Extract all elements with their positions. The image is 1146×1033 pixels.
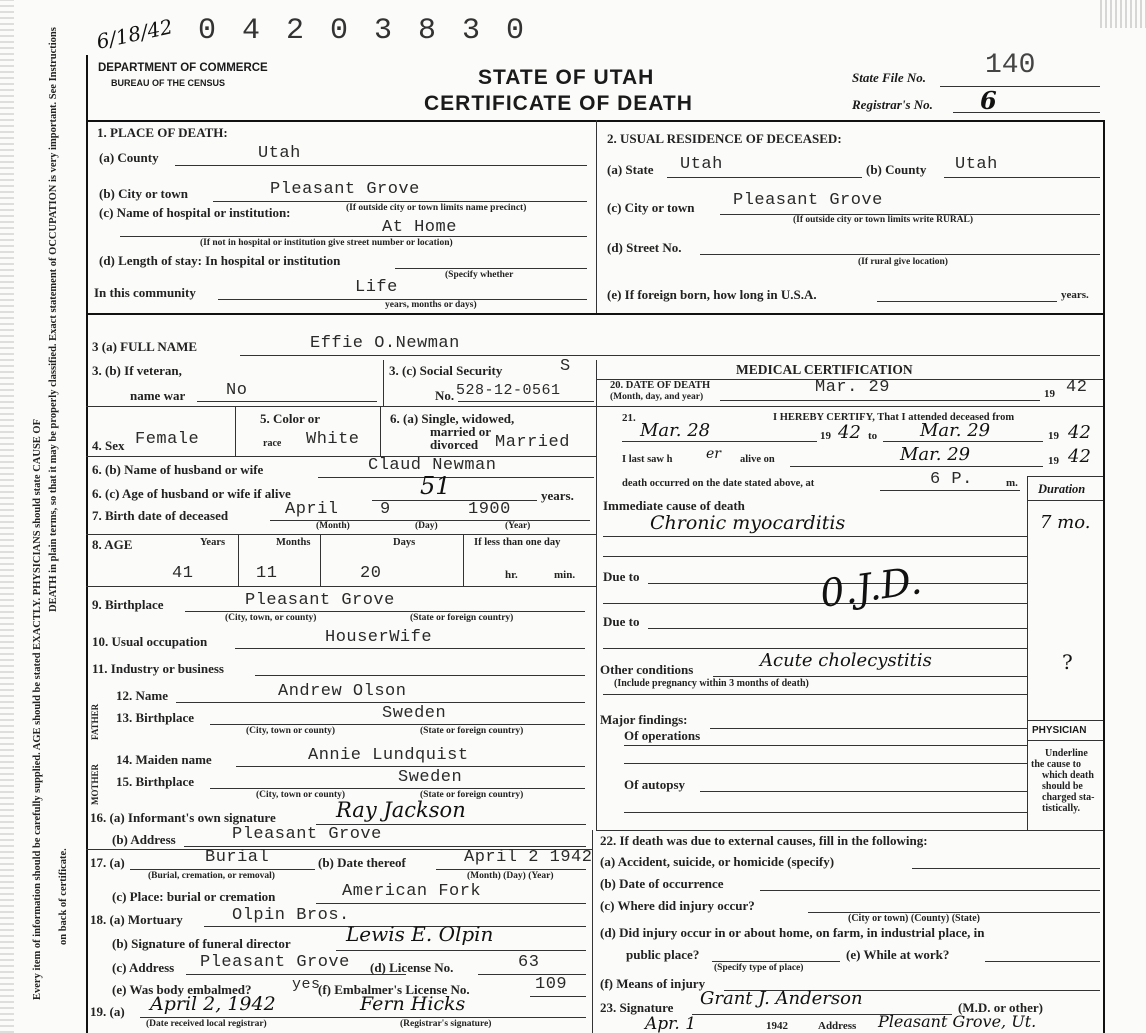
scan-noise [1100, 0, 1146, 28]
veteran-label: 3. (b) If veteran, [92, 363, 182, 378]
border [1103, 120, 1105, 1033]
ss-no-label: No. [435, 388, 455, 403]
community-label: In this community [94, 285, 196, 300]
rule [530, 996, 586, 997]
scan-noise [0, 0, 14, 1033]
certify-text: I HEREBY CERTIFY, That I attended deceased from [773, 412, 1015, 423]
age-label: 8. AGE [92, 537, 133, 552]
spouse-age-value: 51 [420, 472, 451, 500]
sex-value: Female [135, 430, 200, 449]
res-years: years. [1061, 289, 1089, 301]
marital-label3: divorced [430, 437, 479, 452]
rule [877, 301, 1057, 302]
physician-box-label: PHYSICIAN [1032, 725, 1087, 736]
rule [880, 490, 1020, 491]
rule [436, 869, 586, 870]
mother-sub1: (City, town or county) [256, 790, 346, 800]
rule [213, 201, 587, 202]
title-state: STATE OF UTAH [478, 66, 655, 89]
last-saw-label: I last saw h [622, 454, 673, 465]
director-label: (b) Signature of funeral director [112, 936, 291, 951]
physician-address: Pleasant Grove, Ut. [878, 1012, 1037, 1031]
birth-day: 9 [380, 500, 391, 519]
hr-label: hr. [505, 569, 518, 581]
other-sub: (Include pregnancy within 3 months of death) [614, 678, 809, 689]
year-prefix: 19 [1048, 455, 1059, 467]
rule [1027, 740, 1103, 741]
hospital-label: (c) Name of hospital or institution: [99, 205, 291, 220]
rule [130, 869, 315, 870]
rule [184, 846, 586, 847]
registrar-label: Registrar's No. [852, 97, 933, 112]
rule [667, 177, 862, 178]
rule [86, 406, 596, 407]
residence-heading: 2. USUAL RESIDENCE OF DECEASED: [607, 131, 842, 146]
ss-mark: S [560, 357, 571, 376]
spouse-value: Claud Newman [368, 456, 497, 475]
father-sub1: (City, town or county) [246, 726, 336, 736]
title-certificate: CERTIFICATE OF DEATH [424, 92, 693, 115]
burial-label: 17. (a) [90, 855, 125, 870]
age-days: 20 [360, 564, 382, 583]
rule [478, 974, 586, 975]
rule [236, 766, 585, 767]
rule [720, 400, 1040, 401]
full-name-value: Effie O.Newman [310, 334, 460, 353]
birth-label: 7. Birth date of deceased [92, 508, 229, 523]
divider [596, 360, 597, 830]
rule [86, 456, 596, 457]
dod-sub: (Month, day, and year) [610, 392, 704, 402]
res-city-note: (If outside city or town limits write RURAL) [793, 215, 974, 225]
side-instructions: Every item of information should be carefully supplied. AGE should be stated EXACTLY. PHYSICIANS should state CAUSE OF [32, 419, 43, 1000]
burial-date-label: (b) Date thereof [318, 855, 406, 870]
rule [596, 406, 1103, 407]
medical-heading: MEDICAL CERTIFICATION [736, 362, 913, 377]
father-label: FATHER [90, 703, 100, 740]
res-county-label: (b) County [866, 162, 927, 177]
city-label: (b) City or town [99, 186, 188, 201]
rule [944, 177, 1100, 178]
rule [790, 466, 1043, 467]
rule [458, 401, 594, 402]
side-instructions: DEATH in plain terms, so that it may be properly classified. Exact statement of OCCUPATION is very important. See Instructions [48, 27, 59, 612]
autopsy-label: Of autopsy [624, 777, 686, 792]
mother-label: MOTHER [90, 763, 100, 805]
rule [185, 611, 585, 612]
physician-note: should be [1042, 781, 1083, 792]
burial-place-label: (c) Place: burial or cremation [112, 889, 276, 904]
specify-note: (Specify whether [445, 270, 514, 280]
informant-address: Pleasant Grove [232, 825, 382, 844]
other-conditions: Acute cholecystitis [760, 650, 932, 671]
rule [176, 702, 585, 703]
marital-value: Married [495, 433, 570, 452]
rule [140, 1017, 586, 1018]
hospital-sub: (If not in hospital or institution give street number or location) [200, 238, 453, 248]
res-street-label: (d) Street No. [607, 240, 682, 255]
embalmed-label: (e) Was body embalmed? [112, 982, 252, 997]
rule [603, 536, 1027, 537]
physician-note: Underline [1045, 748, 1088, 759]
rule [985, 961, 1100, 962]
duration-label: Duration [1038, 482, 1086, 496]
rule [86, 586, 596, 587]
certify-from: Mar. 28 [640, 420, 711, 441]
physician-sig-label: 23. Signature [600, 1000, 674, 1015]
month-label: (Month) [316, 521, 350, 531]
burial-date-sub: (Month) (Day) (Year) [467, 871, 554, 881]
rule [596, 830, 1103, 831]
sex-label: 4. Sex [92, 438, 125, 453]
day-label: (Day) [415, 521, 438, 531]
res-foreign-label: (e) If foreign born, how long in U.S.A. [607, 287, 817, 302]
certify-to: Mar. 29 [920, 420, 991, 441]
rule [603, 694, 1027, 695]
divider [320, 534, 321, 586]
rule [395, 268, 587, 269]
informant-label: 16. (a) Informant's own signature [90, 810, 276, 825]
divider [238, 534, 239, 586]
mother-name-label: 14. Maiden name [116, 752, 212, 767]
hospital-note: (If outside city or town limits name precinct) [346, 203, 527, 213]
registrar-no: 6 [980, 86, 997, 115]
father-sub2: (State or foreign country) [420, 726, 524, 736]
occurred-time: 6 P. [930, 470, 973, 489]
rule [712, 961, 840, 962]
filed-label: 19. (a) [90, 1004, 125, 1019]
name-war-value: No [226, 381, 248, 400]
burial-place: American Fork [342, 882, 482, 901]
spouse-label: 6. (b) Name of husband or wife [92, 462, 264, 477]
physician-note: tistically. [1042, 803, 1081, 814]
res-county-value: Utah [955, 155, 998, 174]
year-prefix: 19 [1048, 430, 1059, 442]
race-value: White [306, 430, 360, 449]
certify-to-year: 42 [1068, 422, 1091, 443]
last-saw-her: er [706, 446, 721, 462]
city-county-sub: (City, town, or county) [225, 613, 317, 623]
rule [316, 903, 586, 904]
dod-year-prefix: 19 [1044, 388, 1055, 400]
external-d-sub: (Specify type of place) [714, 963, 804, 973]
external-e: (e) While at work? [846, 947, 950, 962]
side-instructions: on back of certificate. [58, 848, 69, 945]
state-file-label: State File No. [852, 70, 927, 85]
embalmed-value: yes [292, 976, 321, 993]
res-city-label: (c) City or town [607, 200, 695, 215]
dod-label: 20. DATE OF DEATH [610, 380, 711, 391]
rule [713, 676, 1027, 677]
rule [648, 628, 1027, 629]
border [86, 55, 88, 1033]
occupation-value: HouserWife [325, 628, 433, 647]
age-months: 11 [256, 564, 278, 583]
min-label: min. [554, 569, 576, 581]
rule [883, 441, 1043, 442]
physician-signature: Grant J. Anderson [700, 988, 863, 1009]
burial-method: Burial [205, 848, 270, 867]
physician-address-label: Address [818, 1020, 857, 1032]
filed-date: April 2, 1942 [150, 993, 276, 1015]
department: DEPARTMENT OF COMMERCE [98, 62, 268, 74]
res-state-label: (a) State [607, 162, 654, 177]
dod-value: Mar. 29 [815, 378, 890, 397]
res-city-value: Pleasant Grove [733, 191, 883, 210]
mortuary-label: 18. (a) Mortuary [90, 912, 183, 927]
race-label: race [263, 438, 282, 449]
divider [596, 120, 597, 313]
father-name: Andrew Olson [278, 682, 407, 701]
burial-method-sub: (Burial, cremation, or removal) [148, 871, 275, 881]
external-f: (f) Means of injury [600, 976, 706, 991]
other-duration: ? [1062, 650, 1073, 674]
community-sub: years, months or days) [385, 300, 477, 310]
mother-name: Annie Lundquist [308, 746, 469, 765]
external-a: (a) Accident, suicide, or homicide (specify) [600, 854, 835, 869]
certify-num: 21. [622, 412, 636, 424]
full-name-label: 3 (a) FULL NAME [92, 339, 198, 354]
physician-year: 1942 [766, 1020, 788, 1032]
county-value: Utah [258, 144, 301, 163]
external-c-sub: (City or town) (County) (State) [848, 913, 981, 924]
rule [940, 86, 1100, 87]
license-label: (d) License No. [370, 960, 454, 975]
father-birth-label: 13. Birthplace [116, 710, 194, 725]
external-d2: public place? [626, 947, 700, 962]
director-signature: Lewis E. Olpin [346, 922, 494, 946]
informant-address-label: (b) Address [112, 832, 176, 847]
divider [235, 406, 236, 456]
rule [210, 788, 585, 789]
rule [624, 812, 1027, 813]
last-saw-year: 42 [1068, 446, 1091, 467]
mortuary-address: Pleasant Grove [200, 953, 350, 972]
rule [210, 724, 585, 725]
rule [197, 401, 377, 402]
divider [380, 406, 381, 456]
rule [1027, 500, 1103, 501]
rule [175, 165, 587, 166]
res-street-note: (If rural give location) [858, 257, 948, 267]
state-country-sub: (State or foreign country) [410, 613, 514, 623]
age-years-label: Years [200, 537, 226, 548]
border [86, 120, 1104, 122]
divider [86, 313, 1104, 315]
father-name-label: 12. Name [116, 688, 168, 703]
birthplace-value: Pleasant Grove [245, 591, 395, 610]
stay-label: (d) Length of stay: In hospital or institution [99, 253, 341, 268]
birth-month: April [285, 500, 339, 519]
name-war-label: name war [130, 388, 186, 403]
rule [235, 648, 585, 649]
rule [255, 675, 585, 676]
m-label: m. [1006, 477, 1018, 489]
due-to-mark: 0.J.D. [817, 558, 925, 616]
emb-license-label: (f) Embalmer's License No. [318, 982, 470, 997]
rule [624, 763, 1027, 764]
color-label: 5. Color or [260, 411, 321, 426]
age-years: 41 [172, 564, 194, 583]
rule [336, 950, 586, 951]
age-days-label: Days [393, 537, 416, 548]
informant-signature: Ray Jackson [336, 798, 466, 822]
age-months-label: Months [276, 537, 311, 548]
rule [760, 890, 1100, 891]
date-stamp: 6/18/42 [94, 14, 175, 54]
county-label: (a) County [99, 150, 159, 165]
rule [603, 603, 1027, 604]
rule [912, 868, 1100, 869]
rule [953, 112, 1100, 113]
rule [603, 648, 1027, 649]
industry-label: 11. Industry or business [92, 661, 224, 676]
alive-on: alive on [740, 454, 775, 465]
rule [372, 500, 537, 501]
major-label: Major findings: [600, 712, 688, 727]
physician-note: the cause to [1031, 759, 1081, 770]
years-label: years. [541, 488, 574, 503]
registrar-sub: (Registrar's signature) [400, 1019, 492, 1029]
rule [603, 556, 1027, 557]
md-label: (M.D. or other) [958, 1000, 1043, 1015]
ss-no-value: 528-12-0561 [456, 382, 561, 399]
rule [700, 254, 1100, 255]
year-prefix: 19 [820, 430, 831, 442]
ss-label: 3. (c) Social Security [389, 363, 503, 378]
rule [120, 236, 587, 237]
certify-to-label: to [868, 430, 878, 442]
rule [318, 477, 594, 478]
emb-license-value: 109 [535, 975, 568, 994]
birth-year: 1900 [468, 500, 511, 519]
community-value: Life [355, 278, 398, 297]
last-saw-value: Mar. 29 [900, 444, 971, 465]
birthplace-label: 9. Birthplace [92, 597, 164, 612]
operations-label: Of operations [624, 728, 701, 743]
immediate-cause: Chronic myocarditis [650, 512, 846, 534]
due-to-1: Due to [603, 569, 640, 584]
rule [1027, 476, 1103, 477]
due-to-2: Due to [603, 614, 640, 629]
marital-label: 6. (a) Single, widowed, [390, 411, 515, 426]
rule [86, 534, 596, 535]
mother-birth-label: 15. Birthplace [116, 774, 194, 789]
year-label: (Year) [505, 521, 531, 531]
divider [463, 534, 464, 586]
divider [383, 360, 384, 407]
physician-note: charged sta- [1042, 792, 1095, 803]
external-heading: 22. If death was due to external causes, fill in the following: [600, 833, 928, 848]
rule [622, 441, 817, 442]
mortuary-value: Olpin Bros. [232, 906, 350, 925]
rule [240, 355, 1100, 356]
mother-birthplace: Sweden [398, 768, 463, 787]
filed-sub: (Date received local registrar) [146, 1019, 267, 1029]
occurred-label: death occurred on the date stated above, at [622, 478, 815, 489]
place-of-death-heading: 1. PLACE OF DEATH: [97, 125, 228, 140]
divider [1027, 476, 1028, 830]
city-value: Pleasant Grove [270, 180, 420, 199]
external-d: (d) Did injury occur in or about home, on farm, in industrial place, in [600, 925, 985, 940]
other-label: Other conditions [600, 662, 694, 677]
age-less-label: If less than one day [474, 537, 561, 548]
serial-number: 0 4 2 0 3 8 3 0 [198, 14, 529, 48]
rule [1027, 720, 1103, 721]
external-b: (b) Date of occurrence [600, 876, 724, 891]
certify-from-year: 42 [838, 422, 861, 443]
marital-label2: married or [430, 424, 492, 439]
hospital-value: At Home [382, 218, 457, 237]
spouse-age-label: 6. (c) Age of husband or wife if alive [92, 486, 291, 501]
immediate-duration: 7 mo. [1040, 512, 1091, 533]
mortuary-address-label: (c) Address [112, 960, 175, 975]
registrar-signature: Fern Hicks [360, 993, 466, 1015]
external-c: (c) Where did injury occur? [600, 898, 755, 913]
rule [700, 791, 1027, 792]
father-birthplace: Sweden [382, 704, 447, 723]
license-value: 63 [518, 953, 540, 972]
physician-note: which death [1042, 770, 1094, 781]
immediate-label: Immediate cause of death [603, 498, 745, 513]
burial-date: April 2 1942 [464, 848, 593, 867]
rule [624, 745, 1027, 746]
occupation-label: 10. Usual occupation [92, 634, 208, 649]
bureau: BUREAU OF THE CENSUS [111, 78, 226, 88]
res-state-value: Utah [680, 155, 723, 174]
mother-sub2: (State or foreign country) [420, 790, 524, 800]
physician-date: Apr. 1 [645, 1014, 697, 1033]
dod-year: 42 [1066, 378, 1088, 397]
rule [710, 728, 1027, 729]
state-file-no: 140 [985, 50, 1036, 81]
